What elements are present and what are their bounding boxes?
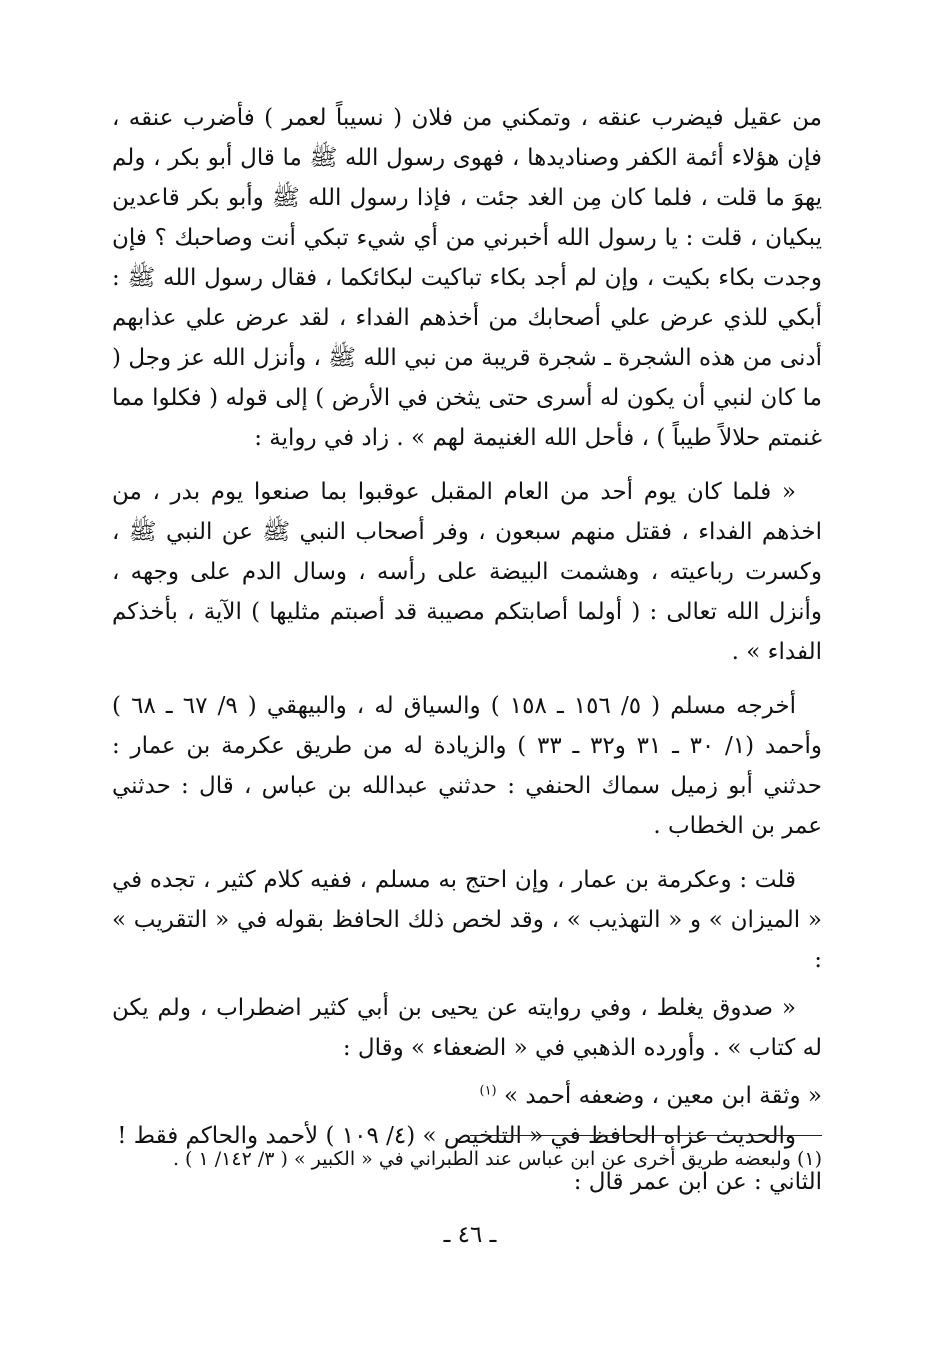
section-heading-second: الثاني : عن ابن عمر قال :: [573, 1169, 822, 1195]
paragraph-additional-narration: « فلما كان يوم أحد من العام المقبل عوقبوا بما صنعوا يوم بدر ، من اخذهم الفداء ، فقتل منهم سبعون ، وفر أصحاب النبي ﷺ عن النبي ﷺ ، وكسرت رباعيته ، وهشمت البيضة على رأسه ، وسال الدم على وجهه ، وأنزل الله تعالى : ( أولما أصابتكم مصيبة قد أصبتم مثليها ) الآية ، بأخذكم الفداء » .: [112, 479, 822, 665]
page-number: ـ ٤٦ ـ: [443, 1222, 497, 1248]
paragraph-hadith-text: من عقيل فيضرب عنقه ، وتمكني من فلان ( نسيباً لعمر ) فأضرب عنقه ، فإن هؤلاء أئمة الكفر وصناديدها ، فهوى رسول الله ﷺ ما قال أبو بكر ، ولم يهوَ ما قلت ، فلما كان مِن الغد جئت ، فإذا رسول الله ﷺ وأبو بكر قاعدين يبكيان ، قلت : يا رسول الله أخبرني من أي شيء تبكي أنت وصاحبك ؟ فإن وجدت بكاء بكيت ، وإن لم أجد بكاء تباكيت لبكائكما ، فقال رسول الله ﷺ : أبكي للذي عرض علي أصحابك من أخذهم الفداء ، لقد عرض علي عذابهم أدنى من هذه الشجرة ـ شجرة قريبة من نبي الله ﷺ ، وأنزل الله عز وجل ( ما كان لنبي أن يكون له أسرى حتى يثخن في الأرض ) إلى قوله ( فكلوا مما غنمتم حلالاً طيباً ) ، فأحل الله الغنيمة لهم » . زاد في رواية :: [112, 105, 822, 451]
paragraph-talkhis: والحديث عزاه الحافظ في « التلخيص » (٤/ ١٠٩ ) لأحمد والحاكم فقط !: [117, 1123, 796, 1149]
paragraph-dhahabi-quote: [112, 1076, 822, 1116]
footnote-marker: (١): [479, 1083, 497, 1099]
quote-text: « وثقة ابن معين ، وضعفه أحمد »: [503, 1083, 822, 1109]
main-text: [112, 98, 822, 1202]
paragraph-taqrib-quote: « صدوق يغلط ، وفي روايته عن يحيى بن أبي كثير اضطراب ، ولم يكن له كتاب » . وأورده الذهبي في « الضعفاء » وقال :: [112, 995, 822, 1061]
footnote-divider: [470, 1135, 822, 1136]
paragraph-commentary: قلت : وعكرمة بن عمار ، وإن احتج به مسلم ، ففيه كلام كثير ، تجده في « الميزان » و « التهذيب » ، وقد لخص ذلك الحافظ بقوله في « التقريب » :: [112, 867, 822, 973]
paragraph-takhrij: أخرجه مسلم ( ٥/ ١٥٦ ـ ١٥٨ ) والسياق له ، والبيهقي ( ٩/ ٦٧ ـ ٦٨ ) وأحمد (١/ ٣٠ ـ ٣١ و٣٢ ـ ٣٣ ) والزيادة له من طريق عكرمة بن عمار : حدثني أبو زميل سماك الحنفي : حدثني عبدالله بن عباس ، قال : حدثني عمر بن الخطاب .: [112, 693, 822, 839]
footnote-text: (١) ولبعضه طريق أخرى عن ابن عباس عند الطبراني في « الكبير » ( ٣/ ١٤٢/ ١ ) .: [172, 1148, 822, 1170]
